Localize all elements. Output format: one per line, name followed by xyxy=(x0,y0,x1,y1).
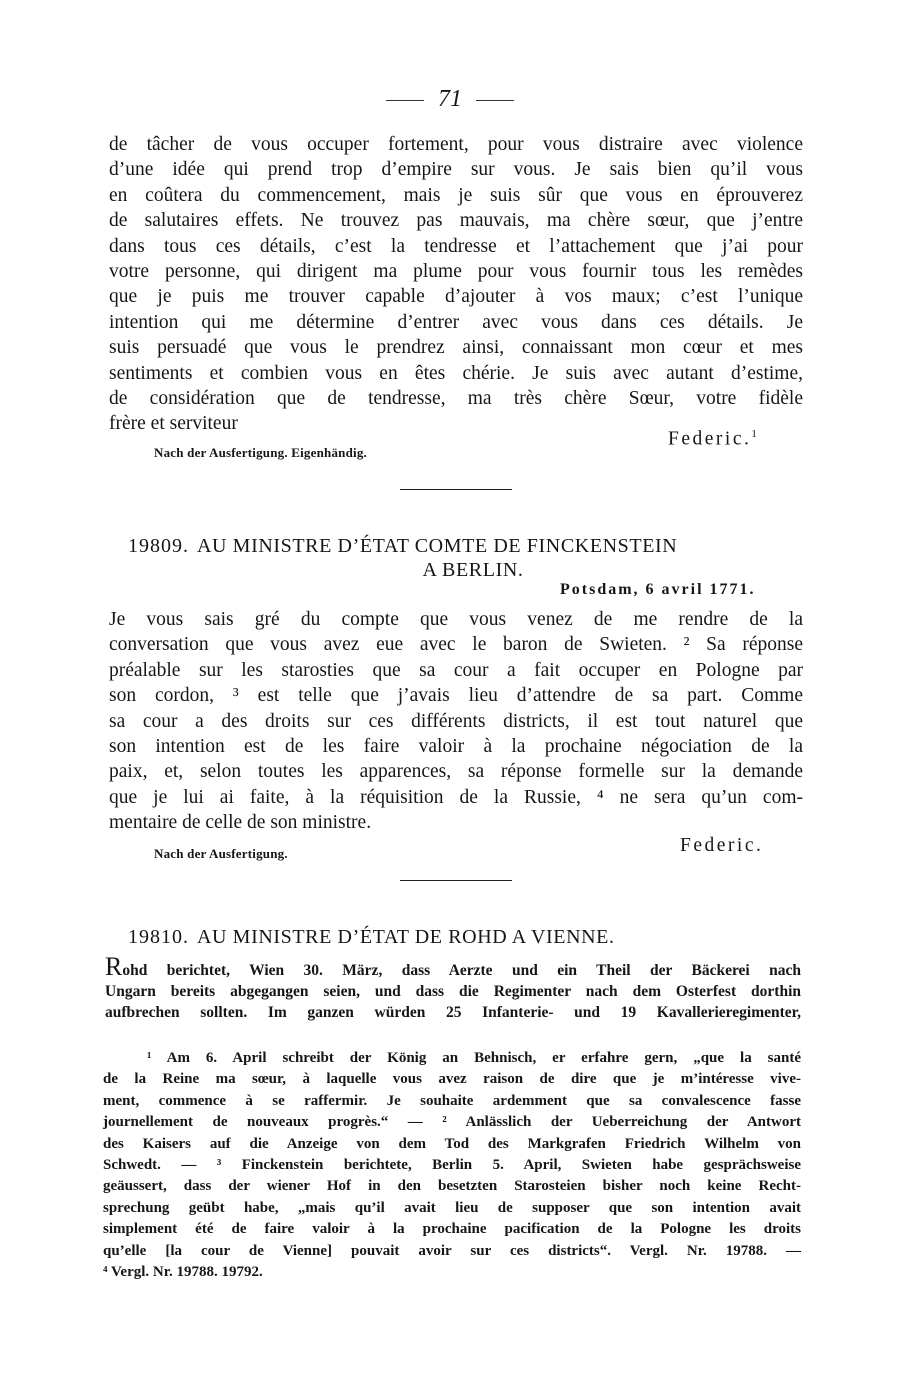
text-line: de tâcher de vous occuper fortement, pour vous distraire avec violence xyxy=(109,134,803,155)
drop-initial: R xyxy=(105,952,123,981)
text-line: préalable sur les starosties que sa cour a fait occuper en Pologne par xyxy=(109,659,803,681)
text-line: sa cour a des droits sur ces différents districts, il est tout naturel que xyxy=(109,710,803,732)
letter-heading-line1: AU MINISTRE D’ÉTAT COMTE DE FINCKENSTEIN xyxy=(197,535,678,557)
text-line: votre personne, qui dirigent ma plume pour vous fournir tous les remèdes xyxy=(109,261,803,283)
text-line: frère et serviteur xyxy=(109,413,238,435)
text-line: son cordon, ³ est telle que j’avais lieu d’attendre de sa part. Comme xyxy=(109,685,803,707)
text-line: son intention est de les faire valoir à la prochaine négociation de la xyxy=(109,736,803,758)
section-divider xyxy=(400,880,512,881)
text-line: Ungarn bereits abgegangen seien, und dass die Regimenter nach dem Osterfest dorthin xyxy=(105,983,801,1000)
footnote-line: geäussert, dass der wiener Hof in den besetzten Starosteien bisher noch keine Recht- xyxy=(103,1178,801,1195)
letter-19809-source-note: Nach der Ausfertigung. xyxy=(154,846,288,861)
text-line: intention qui me détermine d’entrer avec vous dans ces détails. Je xyxy=(109,311,803,333)
footnote-line: de la Reine ma sœur, à laquelle vous avez raison de dire que je m’intéresse vive- xyxy=(103,1071,801,1088)
text-line: dans tous ces détails, c’est la tendresse et l’attachement que j’ai pour xyxy=(109,235,803,257)
page-number xyxy=(0,86,900,113)
signature-text: Federic. xyxy=(668,428,752,450)
letter-19809-heading xyxy=(128,534,788,582)
previous-letter-source-note: Nach der Ausfertigung. Eigenhändig. xyxy=(154,445,367,460)
letter-19809-dateline: Potsdam, 6 avril 1771. xyxy=(560,581,756,598)
text-line: que je lui ai faite, à la réquisition de la Russie, ⁴ ne sera qu’un com- xyxy=(109,786,803,808)
footnote-line: ¹ Am 6. April schreibt der König an Behnisch, er erfahre gern, „que la santé xyxy=(147,1050,801,1066)
letter-heading-line2: A BERLIN. xyxy=(422,559,524,581)
letter-19809-signature: Federic. xyxy=(680,835,764,856)
page-number-text: 71 xyxy=(438,86,462,112)
page-number-dash-left xyxy=(386,100,424,101)
text-line: paix, et, selon toutes les apparences, sa réponse formelle sur la demande xyxy=(109,761,803,783)
footnote-line: journellement de nouveaux progrès.“ — ² Anlässlich der Ueberreichung der Antwort xyxy=(103,1114,801,1131)
letter-number: 19810. xyxy=(128,926,189,948)
text-line: Je vous sais gré du compte que vous venez de me rendre de la xyxy=(109,609,803,630)
text-line: sentiments et combien vous en êtes chérie. Je suis avec autant d’estime, xyxy=(109,362,803,384)
text-line: aufbrechen sollten. Im ganzen würden 25 Infanterie- und 19 Kavallerieregimenter, xyxy=(105,1004,801,1021)
footnote-line: des Kaisers auf die Anzeige von dem Tod des Markgrafen Friedrich Wilhelm von xyxy=(103,1135,801,1152)
footnote-line: simplement été de faire valoir à la prochaine pacification de la Pologne les droits xyxy=(103,1221,801,1238)
letter-19810-summary xyxy=(105,952,801,1023)
section-divider xyxy=(400,489,512,490)
text-line: suis persuadé que vous le prendrez ainsi, connaissant mon cœur et mes xyxy=(109,337,803,359)
text-line-rest: ohd berichtet, Wien 30. März, dass Aerzte und ein Theil der Bäckerei nach xyxy=(122,962,801,979)
text-line: mentaire de celle de son ministre. xyxy=(109,812,372,834)
previous-letter-signature xyxy=(668,428,757,451)
text-line: en coûtera du commencement, mais je suis sûr que vous en éprouverez xyxy=(109,184,803,206)
text-line: de salutaires effets. Ne trouvez pas mauvais, ma chère sœur, que j’entre xyxy=(109,210,803,232)
text-line: que je puis me trouver capable d’ajouter à vos maux; c’est l’unique xyxy=(109,286,803,308)
page-number-dash-right xyxy=(476,100,514,101)
footnotes xyxy=(103,1048,801,1283)
text-line xyxy=(105,952,801,981)
footnote-line: ⁴ Vergl. Nr. 19788. 19792. xyxy=(103,1264,263,1281)
text-line: de considération que de tendresse, ma très chère Sœur, votre fidèle xyxy=(109,388,803,410)
footnote-line: ment, commence à se raffermir. Je souhaite ardemment que sa convalescence fasse xyxy=(103,1092,801,1109)
footnote-line: sprechung geübt habe, „mais qu’il avait lieu de supposer que son intention avait xyxy=(103,1199,801,1216)
text-line: d’une idée qui prend trop d’empire sur vous. Je sais bien qu’il vous xyxy=(109,159,803,181)
previous-letter-body xyxy=(109,132,803,437)
text-line: conversation que vous avez eue avec le baron de Swieten. ² Sa réponse xyxy=(109,634,803,656)
letter-heading-text: AU MINISTRE D’ÉTAT DE ROHD A VIENNE. xyxy=(197,926,615,948)
letter-19809-body xyxy=(109,607,803,836)
footnote-marker: 1 xyxy=(751,428,757,440)
footnote-line: qu’elle [la cour de Vienne] pouvait avoir sur ces districts“. Vergl. Nr. 19788. — xyxy=(103,1242,801,1259)
letter-number: 19809. xyxy=(128,535,189,557)
letter-19810-heading xyxy=(128,925,788,949)
footnote-line: Schwedt. — ³ Finckenstein berichtete, Berlin 5. April, Swieten habe gesprächsweise xyxy=(103,1157,801,1174)
